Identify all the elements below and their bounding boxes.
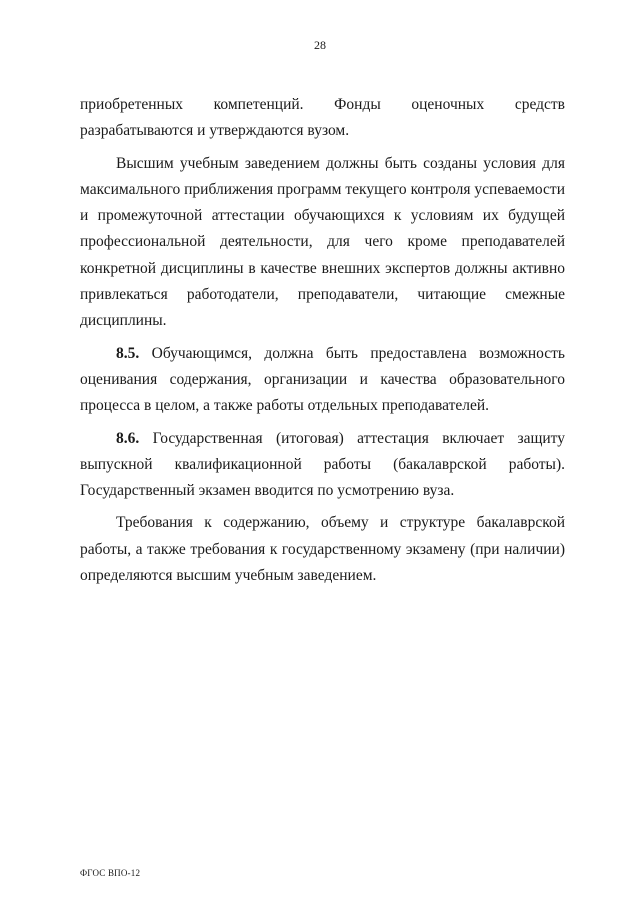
page-number: 28 [314, 38, 326, 52]
paragraph-8-5 [80, 341, 565, 420]
section-number: 8.5. [116, 344, 140, 362]
paragraph-text: Государственная (итоговая) аттестация включает защиту выпускной квалификационной работы (бакалаврской работы). Государственный экзамен вводится по усмотрению вуза. [80, 429, 565, 500]
section-number: 8.6. [116, 429, 140, 447]
document-footer: ФГОС ВПО-12 [80, 868, 141, 878]
paragraph-text: Высшим учебным заведением должны быть созданы условия для максимального приближения программ текущего контроля успеваемости и промежуточной аттестации обучающихся к условиям их будущей профессиональной деятельности, для чего кроме преподавателей конкретной дисциплины в качестве внешних экспертов должны активно привлекаться работодатели, преподаватели, читающие смежные дисциплины. [80, 154, 565, 330]
document-body [80, 92, 565, 589]
paragraph-continuation [80, 92, 565, 145]
paragraph-requirements [80, 510, 565, 589]
paragraph-conditions [80, 151, 565, 335]
paragraph-text: Требования к содержанию, объему и структуре бакалаврской работы, а также требования к государственному экзамену (при наличии) определяются высшим учебным заведением. [80, 514, 565, 585]
paragraph-8-6 [80, 426, 565, 505]
paragraph-text: Обучающимся, должна быть предоставлена возможность оценивания содержания, организации и качества образовательного процесса в целом, а также работы отдельных преподавателей. [80, 344, 565, 415]
paragraph-text: приобретенных компетенций. Фонды оценочных средств разрабатываются и утверждаются вузом. [80, 96, 565, 140]
